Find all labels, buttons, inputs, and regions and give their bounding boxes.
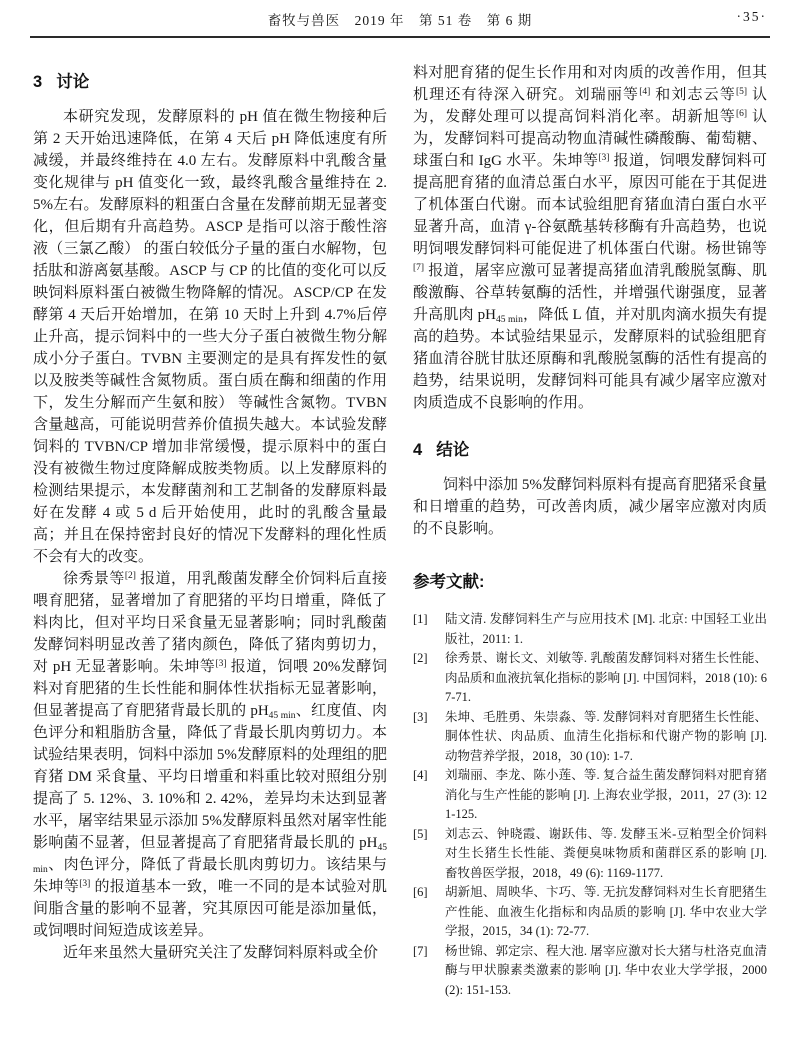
reference-text: 胡新旭、周映华、卞巧、等. 无抗发酵饲料对生长育肥猪生产性能、血液生化指标和肉品质的影响 [J]. 华中农业大学学报，2015，34 (1): 72-77. bbox=[445, 885, 767, 938]
conclusion-paragraph: 饲料中添加 5%发酵饲料原料有提高育肥猪采食量和日增重的趋势，可改善肉质，减少屠宰应激对肉质的不良影响。 bbox=[413, 477, 767, 537]
section-number: 3 bbox=[33, 73, 43, 91]
left-column bbox=[33, 62, 387, 1000]
reference-number: [7] bbox=[413, 943, 428, 958]
reference-item bbox=[413, 883, 767, 942]
reference-text: 陆文清. 发酵饲料生产与应用技术 [M]. 北京: 中国轻工业出版社，2011: 1. bbox=[445, 612, 767, 646]
reference-number: [3] bbox=[413, 709, 428, 724]
section-heading-conclusion bbox=[413, 436, 767, 460]
reference-item bbox=[413, 610, 767, 649]
reference-item bbox=[413, 942, 767, 1001]
discussion-paragraph-1: 本研究发现，发酵原料的 pH 值在微生物接种后第 2 天开始迅速降低，在第 4 天后 pH 降低速度有所减缓，并最终维持在 4.0 左右。发酵原料中乳酸含量变化规律与 pH 值变化一致，最终乳酸含量维持在 2.5%左右。发酵原料的粗蛋白含量在发酵前期无显著变化，但后期有升高趋势。ASCP 是指可以溶于酸性溶液（三氯乙酸） 的蛋白较低分子量的蛋白水解物，包括肽和游离氨基酸。ASCP 与 CP 的比值的变化可以反映饲料原料蛋白被微生物降解的情况。ASCP/CP 在发酵第 4 天后开始增加，在第 10 天时上升到 4.7%后停止升高，提示饲料中的一些大分子蛋白被微生物分解成小分子蛋白。TVBN 主要测定的是具有挥发性的氨以及胺类等碱性含氮物质。蛋白质在酶和细菌的作用下，发生分解而产生氨和胺） 等碱性含氮物。TVBN 含量越高，可能说明营养价值损失越大。本试验发酵饲料的 TVBN/CP 增加非常缓慢，提示原料中的蛋白没有被微生物过度降解成胺类物质。以上发酵原料的检测结果提示，本发酵菌剂和工艺制备的发酵原料最好在发酵 4 或 5 d 后开始使用，此时的乳酸含量最高；并且在保持密封良好的情况下发酵料的理化性质不会有大的改变。 bbox=[33, 109, 387, 565]
page-header bbox=[25, 8, 775, 30]
section-title: 讨论 bbox=[56, 73, 90, 91]
content-columns bbox=[25, 38, 775, 1000]
page-number: ·35· bbox=[736, 9, 767, 24]
discussion-paragraph-2: 徐秀景等[2] 报道，用乳酸菌发酵全价饲料后直接喂育肥猪，显著增加了育肥猪的平均日增重，降低了料肉比，但对平均日采食量无显著影响；同时乳酸菌发酵饲料明显改善了猪肉颜色，降低了猪肉剪切力，对 pH 无显著影响。朱坤等[3] 报道，饲喂 20%发酵饲料对育肥猪的生长性能和胴体性状指标无显著影响，但显著提高了育肥猪背最长肌的 $pH_{45 min}$、红度值、肉色评分和粗脂肪含量，降低了背最长肌肉剪切力。本试验结果表明，饲料中添加 5%发酵原料的处理组的肥育猪 DM 采食量、平均日增重和料重比较对照组分别提高了 5. 12%、3. 10%和 2. 42%，差异均未达到显著水平，屠宰结果显示添加 5%发酵原料虽然对屠宰性能影响菌不显著，但显著提高了育肥猪背最长肌的 $pH_{45 min}$、肉色评分，降低了背最长肌肉剪切力。该结果与朱坤等[3] 的报道基本一致，唯一不同的是本试验对肌间脂含量的影响不显著，究其原因可能是添加量低，或饲喂时间短造成该差异。 bbox=[33, 571, 387, 939]
reference-number: [4] bbox=[413, 768, 428, 782]
reference-text: 刘瑞丽、李龙、陈小莲、等. 复合益生菌发酵饲料对肥育猪消化与生产性能的影响 [J]. 上海农业学报，2011，27 (3): 121-125. bbox=[445, 768, 767, 821]
journal-header-title: 畜牧与兽医 2019 年 第 51 卷 第 6 期 bbox=[267, 13, 533, 28]
right-column bbox=[413, 62, 767, 1000]
discussion-paragraph-3: 近年来虽然大量研究关注了发酵饲料原料或全价 bbox=[63, 945, 379, 961]
reference-text: 杨世锦、郭定宗、程大池. 屠宰应激对长大猪与杜洛克血清酶与甲状腺素类激素的影响 [J]. 华中农业大学学报，2000 (2): 151-153. bbox=[445, 943, 767, 997]
references-list bbox=[413, 610, 767, 1000]
reference-text: 朱坤、毛胜勇、朱崇淼、等. 发酵饲料对育肥猪生长性能、胴体性状、肉品质、血清生化指标和代谢产物的影响 [J]. 动物营养学报，2018，30 (10): 1-7. bbox=[445, 709, 767, 763]
section-heading-discussion bbox=[33, 68, 387, 92]
reference-number: [5] bbox=[413, 826, 428, 841]
reference-number: [6] bbox=[413, 885, 428, 899]
reference-text: 徐秀景、谢长文、刘敏等. 乳酸菌发酵饲料对猪生长性能、肉品质和血液抗氧化指标的影响 [J]. 中国饲料，2018 (10): 67-71. bbox=[445, 651, 767, 704]
reference-item bbox=[413, 825, 767, 884]
reference-item bbox=[413, 766, 767, 825]
discussion-paragraph-continued: 料对肥育猪的促生长作用和对肉质的改善作用，但其机理还有待深入研究。刘瑞丽等[4] 和刘志云等[5] 认为，发酵处理可以提高饲料消化率。胡新旭等[6] 认为，发酵饲料可提高动物血清碱性磷酸酶、葡萄糖、球蛋白和 IgG 水平。朱坤等[3] 报道，饲喂发酵饲料可提高肥育猪的血清总蛋白水平，原因可能在于其促进了机体蛋白代谢。而本试验组肥育猪血清白蛋白水平显著升高，血清 γ-谷氨酰基转移酶有升高趋势，也说明饲喂发酵饲料可能促进了机体蛋白代谢。杨世锦等[7] 报道，屠宰应激可显著提高猪血清乳酸脱氢酶、肌酸激酶、谷草转氨酶的活性，并增强代谢强度，显著升高肌肉 $pH_{45 min}$，降低 L 值，并对肌肉滴水损失有提高的趋势。本试验结果显示，发酵原料的试验组肥育猪血清谷胱甘肽还原酶和乳酸脱氢酶的活性有提高的趋势，结果说明，发酵饲料可能具有减少屠宰应激对肉质造成不良影响的作用。 bbox=[413, 65, 767, 411]
reference-item bbox=[413, 649, 767, 708]
reference-text: 刘志云、钟晓霞、谢跃伟、等. 发酵玉米-豆粕型全价饲料对生长猪生长性能、粪便臭味物质和菌群区系的影响 [J]. 畜牧兽医学报，2018，49 (6): 1169-1177. bbox=[445, 826, 767, 880]
reference-number: [2] bbox=[413, 651, 428, 665]
reference-number: [1] bbox=[413, 612, 428, 626]
reference-item bbox=[413, 708, 767, 767]
references-heading: 参考文献: bbox=[413, 573, 485, 591]
section-title: 结论 bbox=[436, 441, 470, 459]
section-number: 4 bbox=[413, 441, 423, 459]
